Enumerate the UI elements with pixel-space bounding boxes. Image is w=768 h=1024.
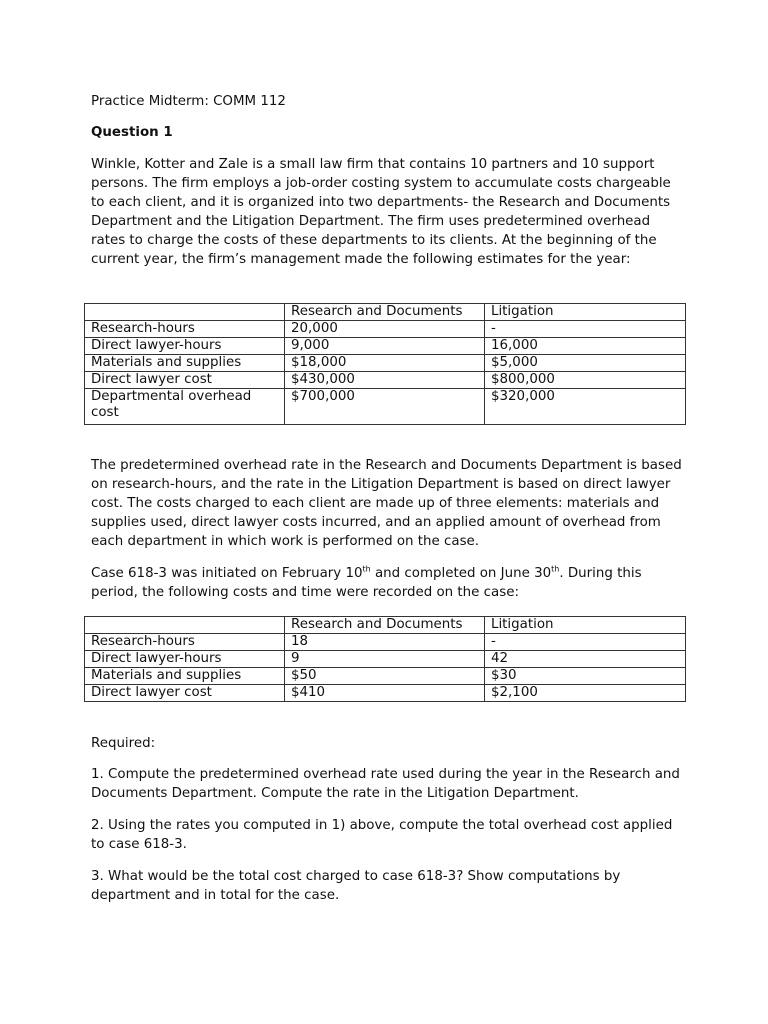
- table-cell: Litigation: [485, 304, 686, 321]
- table-cell: $2,100: [485, 685, 686, 702]
- table-cell: Direct lawyer-hours: [85, 651, 285, 668]
- table-cell: 9,000: [285, 338, 485, 355]
- table-cell: Materials and supplies: [85, 355, 285, 372]
- table-cell: $700,000: [285, 389, 485, 425]
- case-text-part2: and completed on June 30: [370, 566, 552, 581]
- table-row: [85, 668, 686, 685]
- table-row: [85, 685, 686, 702]
- required-label: Required:: [91, 736, 156, 751]
- requirement-1: 1. Compute the predetermined overhead rate used during the year in the Research and Documents Department. Compute the rate in the Litigation Department.: [91, 767, 680, 801]
- case-paragraph: [91, 564, 686, 602]
- table-cell: Materials and supplies: [85, 668, 285, 685]
- intro-paragraph: Winkle, Kotter and Zale is a small law firm that contains 10 partners and 10 support persons. The firm employs a job-order costing system to accumulate costs chargeable to each client, and it is organized into two departments- the Research and Documents Department and the Litigation Department. The firm uses predetermined overhead rates to charge the costs of these departments to its clients. At the beginning of the current year, the firm’s management made the following estimates for the year:: [91, 157, 671, 267]
- table-cell: $5,000: [485, 355, 686, 372]
- table-header-row: [85, 617, 686, 634]
- table-row: [85, 372, 686, 389]
- ordinal-suffix: th: [362, 564, 371, 574]
- table-cell: $30: [485, 668, 686, 685]
- table-cell: 18: [285, 634, 485, 651]
- rate-paragraph: The predetermined overhead rate in the Research and Documents Department is based on research-hours, and the rate in the Litigation Department is based on direct lawyer cost. The costs charged to each client are made up of three elements: materials and supplies used, direct lawyer costs incurred, and an applied amount of overhead from each department in which work is performed on the case.: [91, 458, 682, 549]
- table-cell: 16,000: [485, 338, 686, 355]
- table-cell: Direct lawyer cost: [85, 685, 285, 702]
- table-row: [85, 389, 686, 425]
- table-cell: $18,000: [285, 355, 485, 372]
- table-cell: Research and Documents: [285, 617, 485, 634]
- table-cell: -: [485, 321, 686, 338]
- table-cell: Direct lawyer cost: [85, 372, 285, 389]
- table-cell: $320,000: [485, 389, 686, 425]
- table-cell: [85, 304, 285, 321]
- table-cell: 42: [485, 651, 686, 668]
- table-cell: $800,000: [485, 372, 686, 389]
- case-text-part1: Case 618-3 was initiated on February 10: [91, 566, 363, 581]
- table-row: [85, 338, 686, 355]
- table-cell: Departmental overhead cost: [85, 389, 285, 425]
- case-costs-table: [84, 616, 686, 702]
- table-cell: Research and Documents: [285, 304, 485, 321]
- case-text-part3: . During this period, the following costs and time were recorded on the case:: [91, 566, 642, 600]
- requirement-2: 2. Using the rates you computed in 1) above, compute the total overhead cost applied to case 618-3.: [91, 818, 673, 852]
- table-cell: Direct lawyer-hours: [85, 338, 285, 355]
- table-cell: $430,000: [285, 372, 485, 389]
- page-title: Practice Midterm: COMM 112: [91, 94, 286, 109]
- table-row: [85, 355, 686, 372]
- table-cell: [85, 617, 285, 634]
- table-header-row: [85, 304, 686, 321]
- table-cell: $50: [285, 668, 485, 685]
- table-cell: $410: [285, 685, 485, 702]
- table-cell: 20,000: [285, 321, 485, 338]
- estimates-table: [84, 303, 686, 425]
- table-row: [85, 321, 686, 338]
- table-cell: 9: [285, 651, 485, 668]
- table-cell: -: [485, 634, 686, 651]
- ordinal-suffix: th: [551, 564, 560, 574]
- table-cell: Research-hours: [85, 634, 285, 651]
- table-cell: Litigation: [485, 617, 686, 634]
- table-cell: Research-hours: [85, 321, 285, 338]
- question-heading: Question 1: [91, 125, 173, 140]
- table-row: [85, 651, 686, 668]
- requirement-3: 3. What would be the total cost charged to case 618-3? Show computations by department and in total for the case.: [91, 869, 621, 903]
- table-row: [85, 634, 686, 651]
